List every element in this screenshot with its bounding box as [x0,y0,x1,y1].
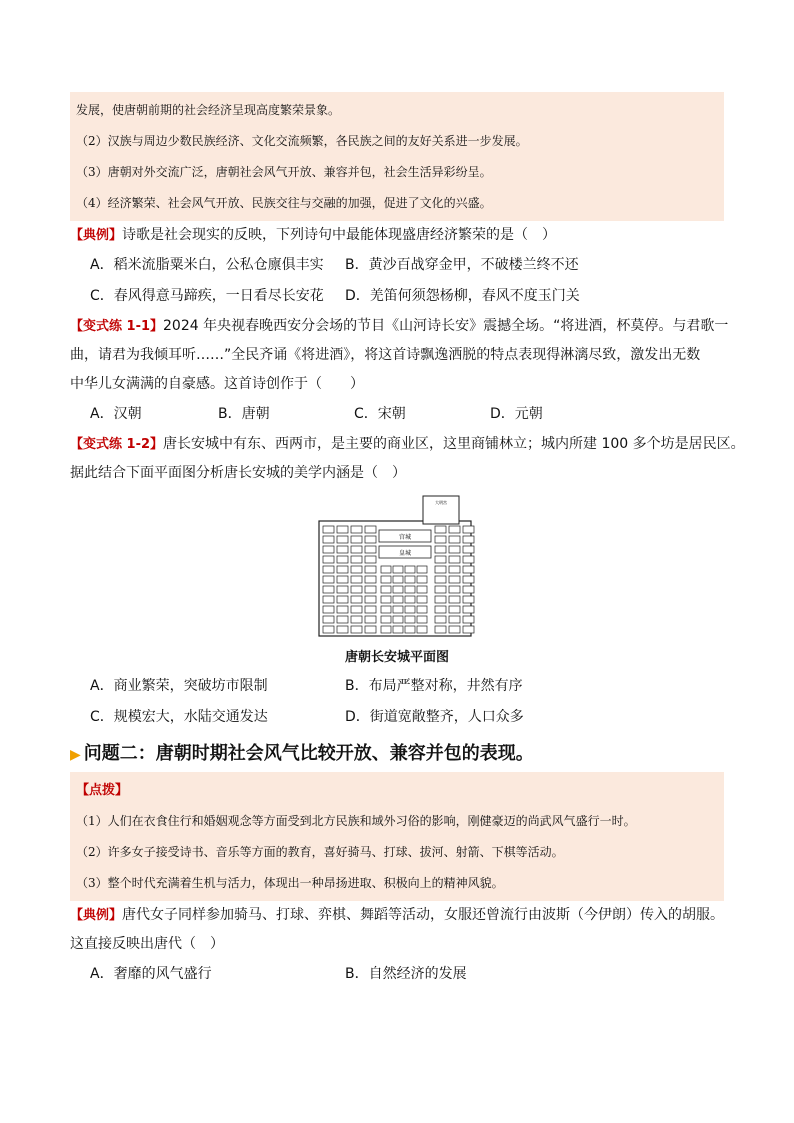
triangle-icon: ▶ [70,747,81,763]
question-4 [70,901,724,990]
ward-block [337,566,348,573]
ward-block [405,566,415,573]
section-title: 问题二：唐朝时期社会风气比较开放、兼容并包的表现。 [83,743,534,764]
tips-line: （2）许多女子接受诗书、音乐等方面的教育，喜好骑马、打球、拔河、射箭、下棋等活动。 [76,845,564,859]
ward-block [463,536,474,543]
ward-block [435,536,446,543]
ward-block [463,616,474,623]
changan-city-plan [317,494,477,644]
question-2 [70,312,729,430]
ward-block [351,586,362,593]
ward-block [323,606,334,613]
ward-block [393,616,403,623]
ward-block [463,566,474,573]
ward-block [323,586,334,593]
ward-block [405,586,415,593]
ward-block [337,546,348,553]
ward-block [381,616,391,623]
ward-block [351,526,362,533]
ward-block [463,556,474,563]
ward-block [365,616,376,623]
ward-block [417,566,427,573]
ward-block [405,626,415,633]
ward-block [365,606,376,613]
ward-block [449,586,460,593]
ward-block [337,626,348,633]
ward-block [435,546,446,553]
ward-block [405,616,415,623]
ward-block [417,626,427,633]
ward-block [381,586,391,593]
ward-block [337,526,348,533]
ward-block [449,606,460,613]
ward-block [323,626,334,633]
option-b[interactable]: B．黄沙百战穿金甲，不破楼兰终不还 [345,257,579,273]
ward-block [351,546,362,553]
ward-block [405,596,415,603]
ward-block [323,616,334,623]
palace-city-label: 宫城 [398,535,412,541]
option-c[interactable]: C．规模宏大，水陆交通发达 [90,709,268,725]
ward-block [417,606,427,613]
ward-block [417,616,427,623]
ward-block [463,526,474,533]
option-b[interactable]: B．布局严整对称，井然有序 [345,678,523,694]
ward-block [365,546,376,553]
ward-block [381,606,391,613]
option-a[interactable]: A．稻米流脂粟米白，公私仓廪俱丰实 [90,257,324,273]
question-stem: 诗歌是社会现实的反映，下列诗句中最能体现盛唐经济繁荣的是（ ） [122,227,557,243]
question-3 [70,430,745,733]
ward-block [449,626,460,633]
question-tag: 【典例】 [70,908,123,923]
ward-block [435,566,446,573]
ward-block [393,606,403,613]
option-b[interactable]: B．唐朝 [218,406,270,422]
ward-block [463,546,474,553]
summary-box [70,92,724,221]
ward-block [323,566,334,573]
tips-box [70,772,724,901]
question-stem: 唐长安城中有东、西两市，是主要的商业区，这里商铺林立；城内所建 100 多个坊是居民区。 [163,436,745,452]
ward-block [435,586,446,593]
ward-block [337,556,348,563]
option-d[interactable]: D．元朝 [490,406,543,422]
tips-tag: 【点拨】 [76,783,129,798]
ward-block [323,546,334,553]
ward-block [351,556,362,563]
ward-block [381,626,391,633]
section-heading [70,737,724,772]
ward-block [351,606,362,613]
tips-line: （3）整个时代充满着生机与活力，体现出一种昂扬进取、积极向上的精神风貌。 [76,876,504,890]
daming-palace-label: 大明宫 [435,500,447,505]
ward-block [435,596,446,603]
summary-line: 发展，使唐朝前期的社会经济呈现高度繁荣景象。 [76,103,341,117]
ward-block [435,526,446,533]
ward-block [351,596,362,603]
page-content [70,92,745,990]
ward-block [463,626,474,633]
option-a[interactable]: A．商业繁荣，突破坊市限制 [90,678,268,694]
ward-block [435,626,446,633]
option-a[interactable]: A．奢靡的风气盛行 [90,966,212,982]
ward-block [463,596,474,603]
imperial-city-label: 皇城 [398,551,412,557]
question-1 [70,221,724,312]
ward-block [393,576,403,583]
summary-line: （2）汉族与周边少数民族经济、文化交流频繁，各民族之间的友好关系进一步发展。 [76,134,528,148]
ward-block [449,616,460,623]
ward-block [365,536,376,543]
ward-block [323,536,334,543]
ward-block [449,576,460,583]
ward-block [365,626,376,633]
ward-block [417,576,427,583]
ward-block [337,536,348,543]
ward-block [393,566,403,573]
option-c[interactable]: C．春风得意马蹄疾，一日看尽长安花 [90,288,324,304]
changan-map-figure [70,494,724,665]
question-stem: 据此结合下面平面图分析唐长安城的美学内涵是（ ） [70,465,406,481]
ward-block [449,546,460,553]
ward-block [463,586,474,593]
ward-block [405,606,415,613]
ward-block [393,626,403,633]
ward-block [435,556,446,563]
option-b[interactable]: B．自然经济的发展 [345,966,467,982]
option-d[interactable]: D．街道宽敞整齐，人口众多 [345,709,524,725]
ward-block [449,526,460,533]
ward-block [449,556,460,563]
summary-line: （3）唐朝对外交流广泛，唐朝社会风气开放、兼容并包，社会生活异彩纷呈。 [76,165,492,179]
ward-block [337,576,348,583]
ward-block [449,596,460,603]
ward-block [365,576,376,583]
ward-block [417,596,427,603]
ward-block [365,566,376,573]
ward-block [351,616,362,623]
option-a[interactable]: A．汉朝 [90,406,142,422]
ward-block [381,596,391,603]
ward-block [351,536,362,543]
ward-block [393,586,403,593]
question-stem: 中华儿女满满的自豪感。这首诗创作于（ ） [70,376,364,392]
ward-block [351,576,362,583]
ward-block [323,556,334,563]
question-stem: 唐代女子同样参加骑马、打球、弈棋、舞蹈等活动，女服还曾流行由波斯（今伊朗）传入的胡服。 [122,907,725,923]
ward-block [337,616,348,623]
tips-line: （1）人们在衣食住行和婚姻观念等方面受到北方民族和域外习俗的影响，刚健豪迈的尚武风气盛行一时。 [76,814,636,828]
ward-block [365,586,376,593]
ward-block [337,606,348,613]
ward-block [449,536,460,543]
option-c[interactable]: C．宋朝 [354,406,406,422]
ward-block [435,616,446,623]
ward-block [323,526,334,533]
ward-block [393,596,403,603]
ward-block [381,566,391,573]
ward-block [323,576,334,583]
ward-block [365,526,376,533]
ward-block [365,596,376,603]
question-tag: 【变式练 1-1】 [70,319,164,334]
ward-block [435,606,446,613]
ward-block [449,566,460,573]
question-stem: 2024 年央视春晚西安分会场的节目《山河诗长安》震撼全场。“将进酒，杯莫停。与君歌一 [163,318,729,334]
ward-block [337,586,348,593]
ward-block [365,556,376,563]
ward-block [463,606,474,613]
ward-block [405,576,415,583]
question-stem: 曲，请君为我倾耳听……”全民齐诵《将进酒》，将这首诗飘逸洒脱的特点表现得淋漓尽致，激发出无数 [70,347,701,363]
question-tag: 【变式练 1-2】 [70,437,164,452]
ward-block [381,576,391,583]
ward-block [417,586,427,593]
ward-block [351,566,362,573]
figure-caption: 唐朝长安城平面图 [344,650,449,665]
option-d[interactable]: D．羌笛何须怨杨柳，春风不度玉门关 [345,288,580,304]
ward-block [351,626,362,633]
ward-block [337,596,348,603]
question-stem: 这直接反映出唐代（ ） [70,936,224,952]
ward-block [323,596,334,603]
summary-line: （4）经济繁荣、社会风气开放、民族交往与交融的加强，促进了文化的兴盛。 [76,196,492,210]
question-tag: 【典例】 [70,228,123,243]
ward-block [463,576,474,583]
ward-block [435,576,446,583]
